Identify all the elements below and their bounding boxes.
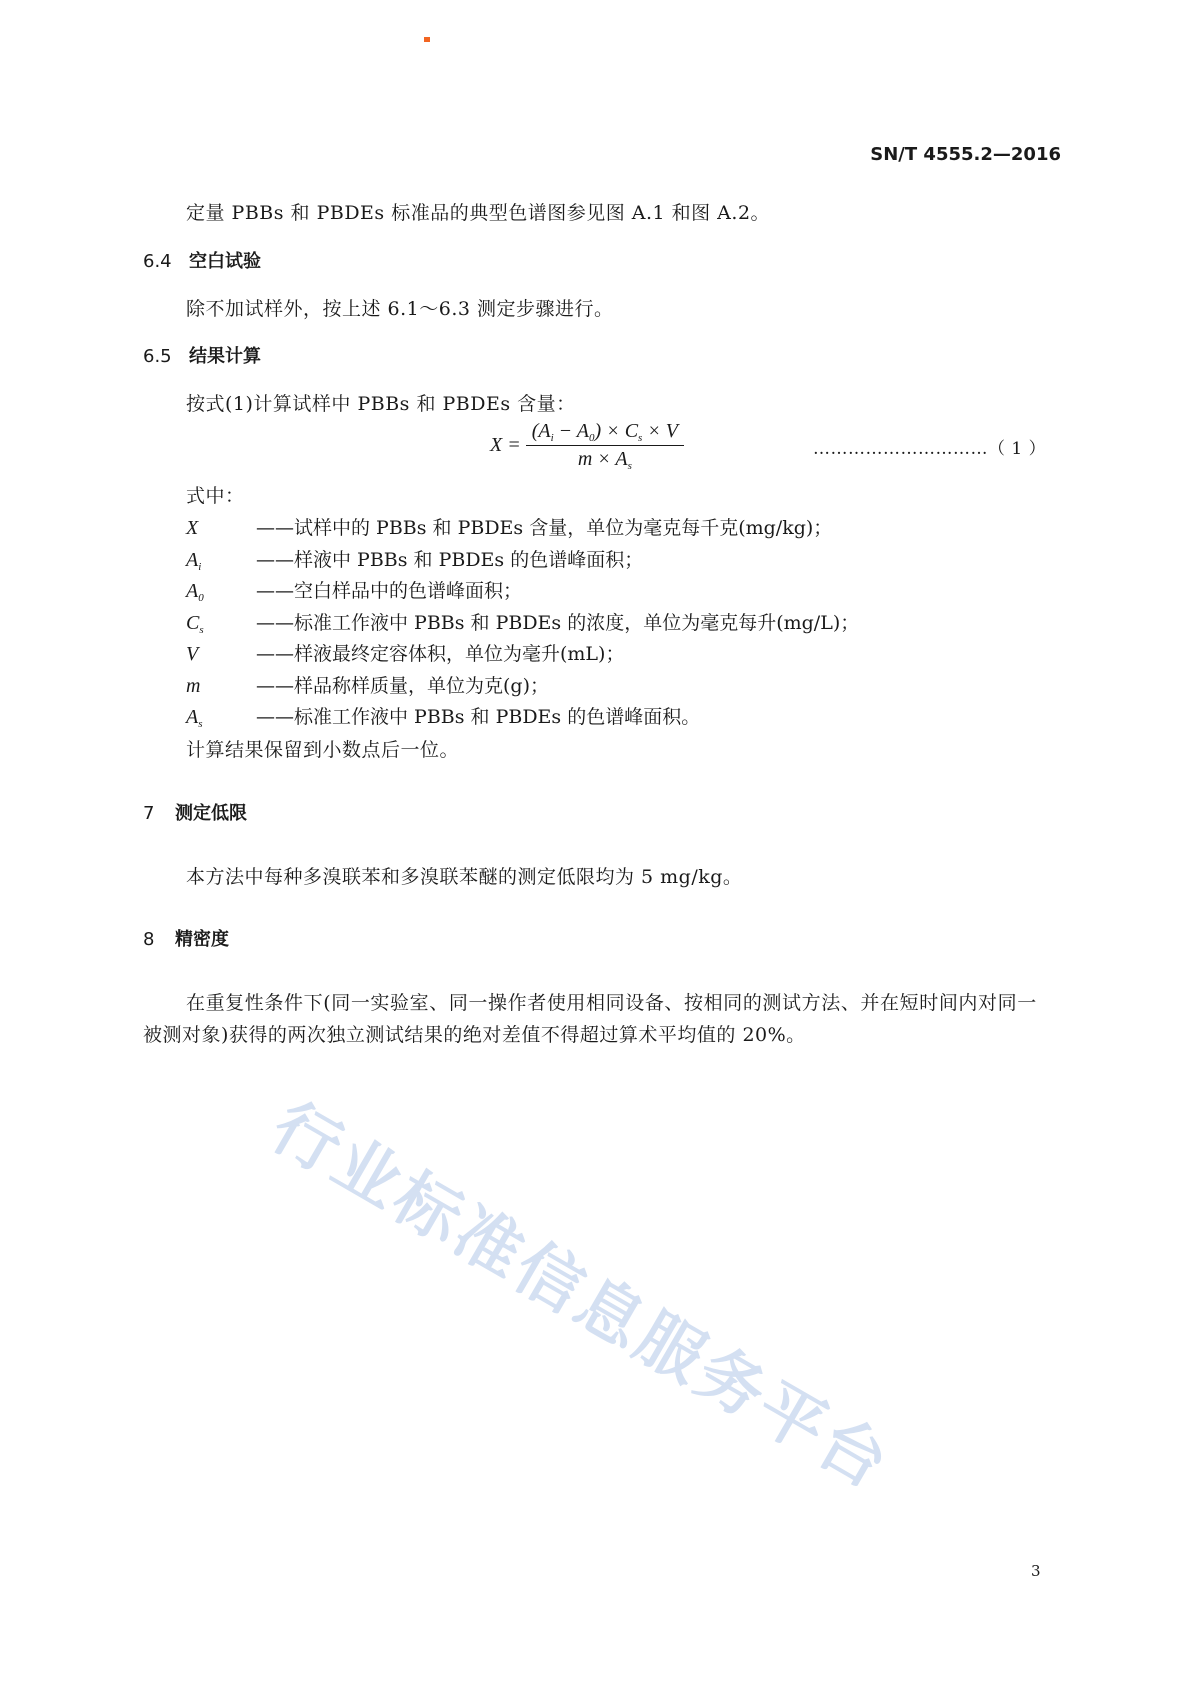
definition-symbol: $A_0$: [186, 580, 204, 604]
definition-row: [186, 702, 700, 729]
definition-row: [186, 608, 859, 635]
definition-text: ——样液中 PBBs 和 PBDEs 的色谱峰面积；: [256, 548, 644, 571]
section-number: 8: [143, 929, 155, 950]
definition-row: [186, 639, 624, 666]
definition-row: [186, 576, 522, 603]
section-8-heading: [143, 925, 229, 951]
formula-lhs: X =: [490, 434, 521, 456]
section-6-4-heading: [143, 247, 261, 273]
section-title: 测定低限: [175, 803, 247, 824]
definition-symbol: V: [186, 643, 199, 665]
section-title: 结果计算: [189, 346, 261, 367]
document-id: SN/T 4555.2—2016: [870, 144, 1061, 165]
definition-text: ——标准工作液中 PBBs 和 PBDEs 的浓度，单位为毫克每升(mg/L)；: [256, 611, 860, 634]
section-number: 6.4: [143, 251, 172, 272]
section-7-heading: [143, 799, 247, 825]
formula-number-leader: …………………………（ 1 ）: [813, 439, 1047, 459]
section-number: 6.5: [143, 346, 172, 367]
definition-symbol: $A_i$: [186, 548, 202, 573]
definition-text: ——空白样品中的色谱峰面积；: [256, 580, 523, 602]
section-7-body: 本方法中每种多溴联苯和多溴联苯醚的测定低限均为 5 mg/kg。: [186, 866, 743, 888]
formula-numerator: $(A_i - A_0) \times C_s \times V$: [526, 420, 684, 446]
definition-row: [186, 671, 549, 698]
section-8-body-line-1: 在重复性条件下(同一实验室、同一操作者使用相同设备、按相同的测试方法、并在短时间内对同一: [186, 992, 1037, 1014]
calc-intro: 按式(1)计算试样中 PBBs 和 PBDEs 含量：: [186, 393, 576, 415]
definition-text: ——试样中的 PBBs 和 PBDEs 含量，单位为毫克每千克(mg/kg)；: [256, 517, 833, 539]
definition-text: ——样液最终定容体积，单位为毫升(mL)；: [256, 643, 625, 665]
formula-1: [490, 420, 684, 471]
section-title: 空白试验: [189, 251, 261, 272]
section-title: 精密度: [175, 929, 229, 950]
formula-fraction: [526, 420, 684, 471]
definition-symbol: $A_s$: [186, 706, 203, 730]
definition-symbol: X: [186, 517, 199, 539]
section-number: 7: [143, 803, 155, 824]
section-8-body-line-2: 被测对象)获得的两次独立测试结果的绝对差值不得超过算术平均值的 20%。: [143, 1024, 806, 1046]
definition-symbol: m: [186, 674, 201, 697]
definition-text: ——样品称样质量，单位为克(g)；: [256, 674, 549, 697]
definition-text: ——标准工作液中 PBBs 和 PBDEs 的色谱峰面积。: [256, 706, 701, 728]
watermark-text: 行业标准信息服务平台: [259, 1087, 904, 1505]
definition-symbol: $C_s$: [186, 611, 204, 636]
definition-row: [186, 545, 643, 572]
where-label: 式中：: [186, 485, 245, 507]
section-6-4-body: 除不加试样外，按上述 6.1～6.3 测定步骤进行。: [186, 298, 614, 320]
formula-denominator: $m \times A_s$: [577, 448, 632, 472]
definition-row: [186, 513, 832, 540]
intro-line: 定量 PBBs 和 PBDEs 标准品的典型色谱图参见图 A.1 和图 A.2。: [186, 202, 771, 224]
section-6-5-heading: [143, 342, 261, 368]
calc-closing: 计算结果保留到小数点后一位。: [186, 739, 460, 761]
page-number: 3: [1031, 1562, 1041, 1580]
top-color-mark: [424, 37, 430, 42]
